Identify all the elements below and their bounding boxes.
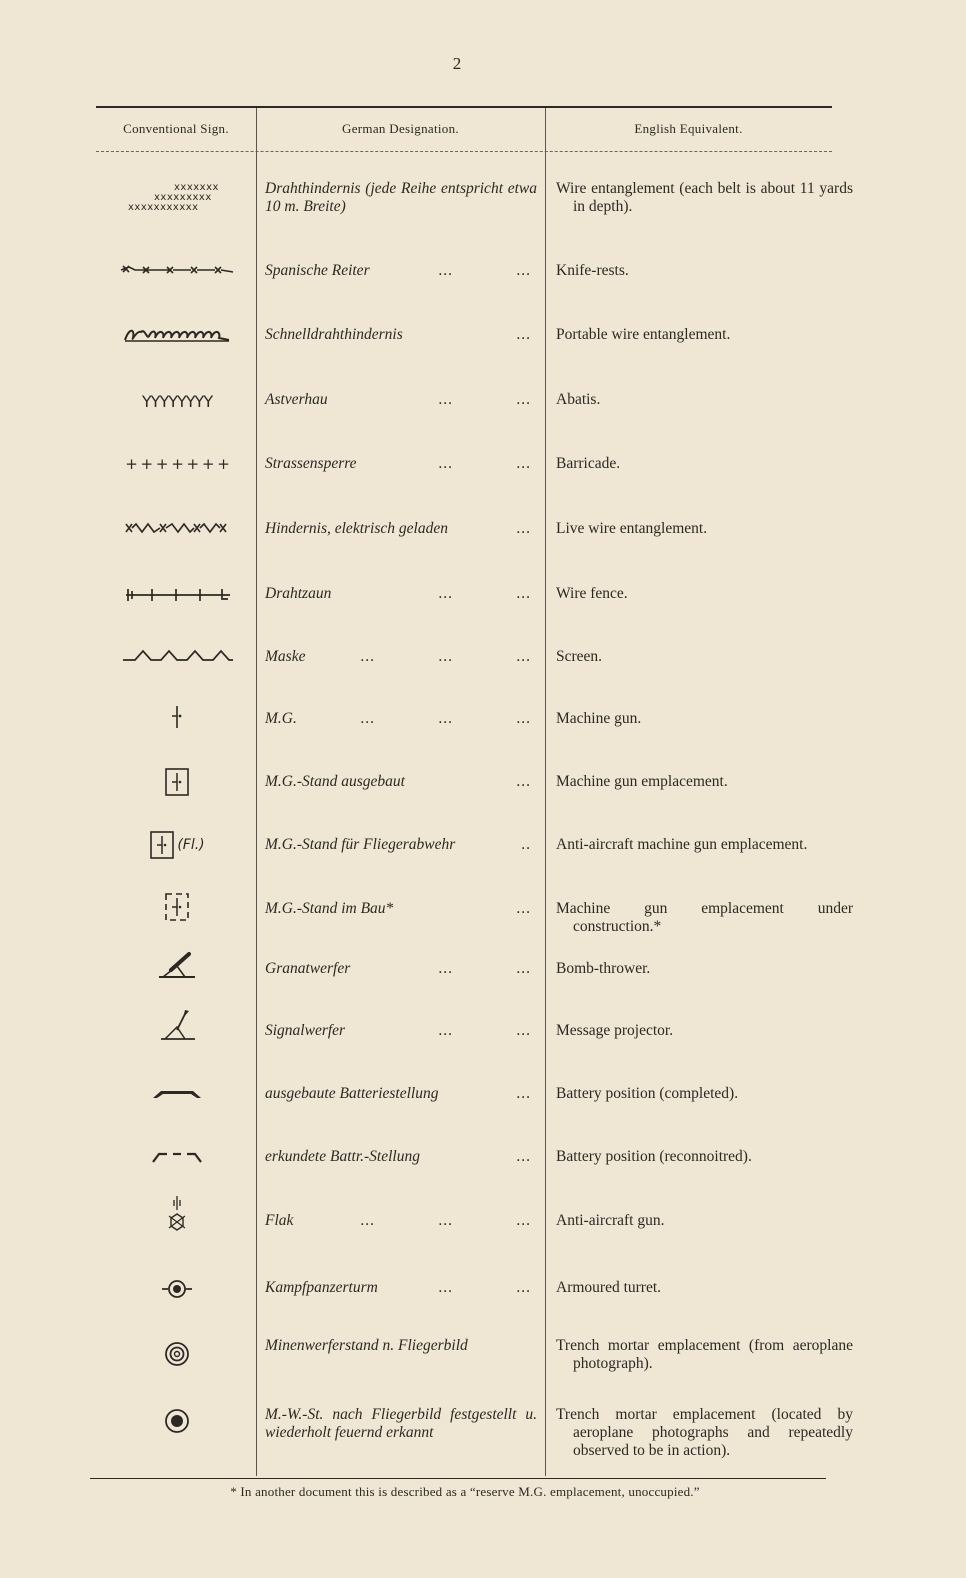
english-equivalent: Bomb-thrower. (556, 960, 651, 977)
german-designation: M.G.-Stand im Bau* ... (265, 900, 531, 917)
english-equivalent: Armoured turret. (556, 1279, 662, 1296)
message-projector-sign-icon (100, 1008, 254, 1042)
aa-mg-sign-text: (Fl.) (177, 837, 205, 853)
english-equivalent: Message projector. (556, 1022, 674, 1039)
barricade-sign-text: + + + + + + + (125, 455, 229, 473)
german-designation: Astverhau ... ... (265, 391, 531, 408)
english-equivalent: Anti-aircraft gun. (556, 1212, 665, 1229)
live-wire-sign-icon (100, 520, 254, 536)
german-designation: erkundete Battr.-Stellung ... (265, 1148, 531, 1165)
english-equivalent: Barricade. (556, 455, 621, 472)
trench-mortar-photo-sign-icon (100, 1341, 254, 1367)
abatis-sign-icon (100, 391, 254, 411)
knife-rests-sign-icon (100, 262, 254, 278)
mg-under-construction-sign-icon (100, 892, 254, 922)
german-designation: Hindernis, elektrisch geladen ... (265, 520, 531, 537)
screen-sign-icon (100, 648, 254, 666)
german-designation: Granatwerfer ... ... (265, 960, 531, 977)
column-divider-2 (545, 108, 546, 1476)
german-designation: Strassensperre ... ... (265, 455, 531, 472)
aa-mg-emplacement-sign-icon (100, 830, 254, 860)
english-equivalent: Wire fence. (556, 585, 628, 602)
svg-text:xxxxxxxxx: xxxxxxxxx (154, 192, 212, 203)
trench-mortar-located-sign-icon (100, 1408, 254, 1434)
svg-text:xxxxxxx: xxxxxxx (174, 182, 219, 193)
mg-emplacement-sign-icon (100, 767, 254, 797)
aa-gun-sign-icon (100, 1194, 254, 1234)
english-equivalent: Wire entanglement (each belt is about 11 yards in depth). (556, 180, 853, 215)
english-equivalent: Machine gun emplacement under construction.* (556, 900, 853, 935)
english-equivalent: Machine gun emplacement. (556, 773, 728, 790)
german-designation: M.-W.-St. nach Fliegerbild festgestellt u. wiederholt feuernd erkannt (265, 1406, 537, 1441)
german-designation: Drahthindernis (jede Reihe entspricht etwa 10 m. Breite) (265, 180, 537, 215)
german-designation: Schnelldrahthindernis ... (265, 326, 531, 343)
german-designation: M.G.-Stand ausgebaut ... (265, 773, 531, 790)
german-designation: Minenwerferstand n. Fliegerbild (265, 1337, 468, 1354)
column-divider-1 (256, 108, 257, 1476)
table-top-rule (96, 106, 832, 108)
english-equivalent: Portable wire entanglement. (556, 326, 731, 343)
page-number: 2 (452, 54, 462, 73)
english-equivalent: Abatis. (556, 391, 601, 408)
german-designation: Kampfpanzerturm ... ... (265, 1279, 531, 1296)
battery-reconnoitred-sign-icon (100, 1148, 254, 1164)
german-designation: Signalwerfer ... ... (265, 1022, 531, 1039)
table-bottom-rule (90, 1478, 826, 1479)
machine-gun-sign-icon (100, 704, 254, 730)
english-equivalent: Battery position (completed). (556, 1085, 739, 1102)
german-designation: ausgebaute Batteriestellung ... (265, 1085, 531, 1102)
header-rule (96, 151, 832, 152)
armoured-turret-sign-icon (100, 1279, 254, 1299)
german-designation: M.G. ... ... ... (265, 710, 531, 727)
header-english: English Equivalent. (634, 121, 743, 136)
barricade-sign-icon (100, 455, 254, 473)
english-equivalent: Screen. (556, 648, 603, 665)
english-equivalent: Trench mortar emplacement (from aeroplane photograph). (556, 1337, 853, 1372)
battery-completed-sign-icon (100, 1085, 254, 1101)
english-equivalent: Anti-aircraft machine gun emplacement. (556, 836, 808, 853)
portable-wire-sign-icon (100, 326, 254, 344)
german-designation: M.G.-Stand für Fliegerabwehr .. (265, 836, 531, 853)
german-designation: Spanische Reiter ... ... (265, 262, 531, 279)
english-equivalent: Machine gun. (556, 710, 642, 727)
english-equivalent: Trench mortar emplacement (located by aeroplane photographs and repeatedly observed to be in action). (556, 1406, 853, 1459)
footnote: * In another document this is described as a “reserve M.G. emplacement, unoccupied.” (230, 1484, 700, 1499)
wire-entanglement-sign-icon (100, 180, 254, 216)
bomb-thrower-sign-icon (100, 950, 254, 980)
english-equivalent: Knife-rests. (556, 262, 629, 279)
english-equivalent: Live wire entanglement. (556, 520, 708, 537)
svg-text:xxxxxxxxxxx: xxxxxxxxxxx (128, 202, 199, 213)
german-designation: Drahtzaun ... ... (265, 585, 531, 602)
header-german: German Designation. (342, 121, 459, 136)
english-equivalent: Battery position (reconnoitred). (556, 1148, 752, 1165)
abatis-sign-text: YYYYYYYY (141, 391, 213, 411)
german-designation: Flak ... ... ... (265, 1212, 531, 1229)
wire-fence-sign-icon (100, 585, 254, 603)
header-sign: Conventional Sign. (123, 121, 229, 136)
german-designation: Maske ... ... ... (265, 648, 531, 665)
